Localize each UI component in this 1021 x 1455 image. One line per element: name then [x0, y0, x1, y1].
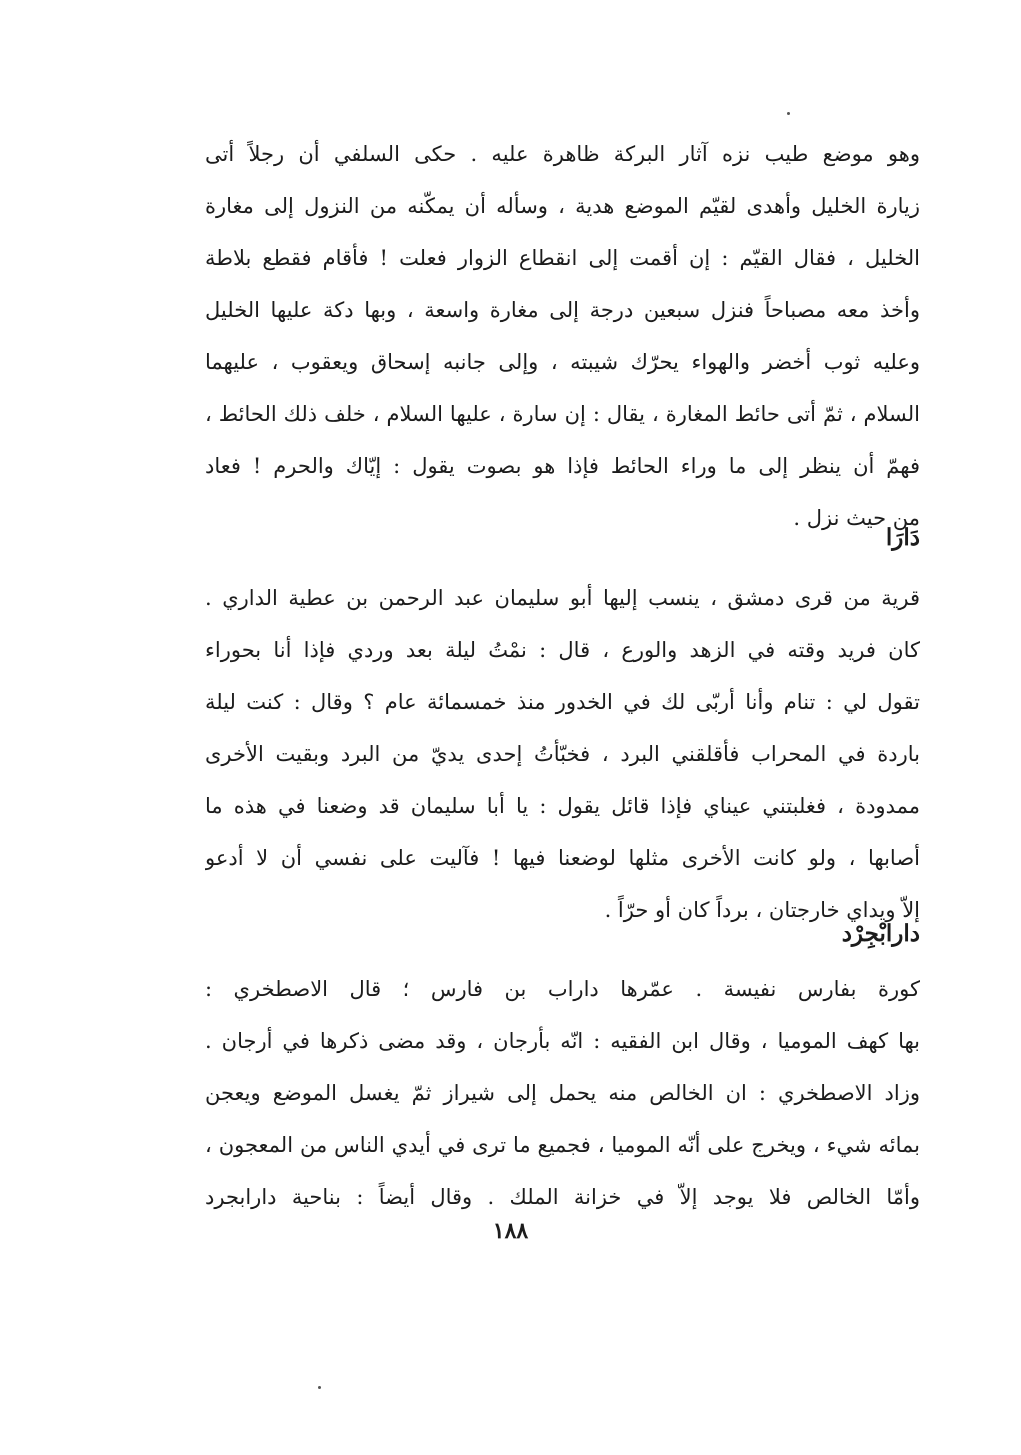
text-line: كان فريد وقته في الزهد والورع ، قال : نمْتُ ليلة بعد وردي فإذا أنا بحوراء: [205, 638, 920, 662]
continuation-paragraph: [205, 128, 920, 544]
text-line: من حيث نزل .: [793, 506, 920, 530]
entry-paragraph-darabjird: [205, 963, 920, 1223]
page-number: ١٨٨: [492, 1218, 529, 1244]
text-line: وزاد الاصطخري : ان الخالص منه يحمل إلى شيراز ثمّ يغسل الموضع ويعجن: [205, 1081, 920, 1105]
text-line: بمائه شيء ، ويخرج على أنّه الموميا ، فجميع ما ترى في أيدي الناس من المعجون ،: [205, 1133, 920, 1157]
text-line: الخليل ، فقال القيّم : إن أقمت إلى انقطاع الزوار فعلت ! فأقام فقطع بلاطة: [205, 246, 920, 270]
scan-speck: [318, 1386, 321, 1389]
scan-speck: [787, 112, 790, 115]
text-line: إلاّ ويداي خارجتان ، برداً كان أو حرّاً .: [604, 898, 920, 922]
text-line: كورة بفارس نفيسة . عمّرها داراب بن فارس ؛ قال الاصطخري :: [205, 977, 920, 1001]
text-line: أصابها ، ولو كانت الأخرى مثلها لوضعنا فيها ! فآليت على نفسي أن لا أدعو: [205, 846, 920, 870]
text-line: فهمّ أن ينظر إلى ما وراء الحائط فإذا هو بصوت يقول : إيّاك والحرم ! فعاد: [205, 454, 920, 478]
text-line: زيارة الخليل وأهدى لقيّم الموضع هدية ، وسأله أن يمكّنه من النزول إلى مغارة: [205, 194, 920, 218]
entry-heading-darabjird: دارابْجِرْد: [841, 920, 920, 947]
text-line: وعليه ثوب أخضر والهواء يحرّك شيبته ، وإلى جانبه إسحاق ويعقوب ، عليهما: [205, 350, 920, 374]
text-line: باردة في المحراب فأقلقني البرد ، فخبّأتُ إحدى يديّ من البرد وبقيت الأخرى: [205, 742, 920, 766]
entry-heading-dara: دَارَا: [885, 524, 920, 551]
text-line: السلام ، ثمّ أتى حائط المغارة ، يقال : إن سارة ، عليها السلام ، خلف ذلك الحائط ،: [205, 402, 920, 426]
text-line: وهو موضع طيب نزه آثار البركة ظاهرة عليه . حكى السلفي أن رجلاً أتى: [205, 142, 920, 166]
text-line: تقول لي : تنام وأنا أربّى لك في الخدور منذ خمسمائة عام ؟ وقال : كنت ليلة: [205, 690, 920, 714]
text-line: قرية من قرى دمشق ، ينسب إليها أبو سليمان عبد الرحمن بن عطية الداري .: [205, 586, 920, 610]
entry-paragraph-dara: [205, 572, 920, 936]
text-line: ممدودة ، فغلبتني عيناي فإذا قائل يقول : يا أبا سليمان قد وضعنا في هذه ما: [205, 794, 920, 818]
text-line: بها كهف الموميا ، وقال ابن الفقيه : انّه بأرجان ، وقد مضى ذكرها في أرجان .: [205, 1029, 920, 1053]
text-line: وأخذ معه مصباحاً فنزل سبعين درجة إلى مغارة واسعة ، وبها دكة عليها الخليل: [205, 298, 920, 322]
text-line: وأمّا الخالص فلا يوجد إلاّ في خزانة الملك . وقال أيضاً : بناحية دارابجرد: [205, 1185, 920, 1209]
